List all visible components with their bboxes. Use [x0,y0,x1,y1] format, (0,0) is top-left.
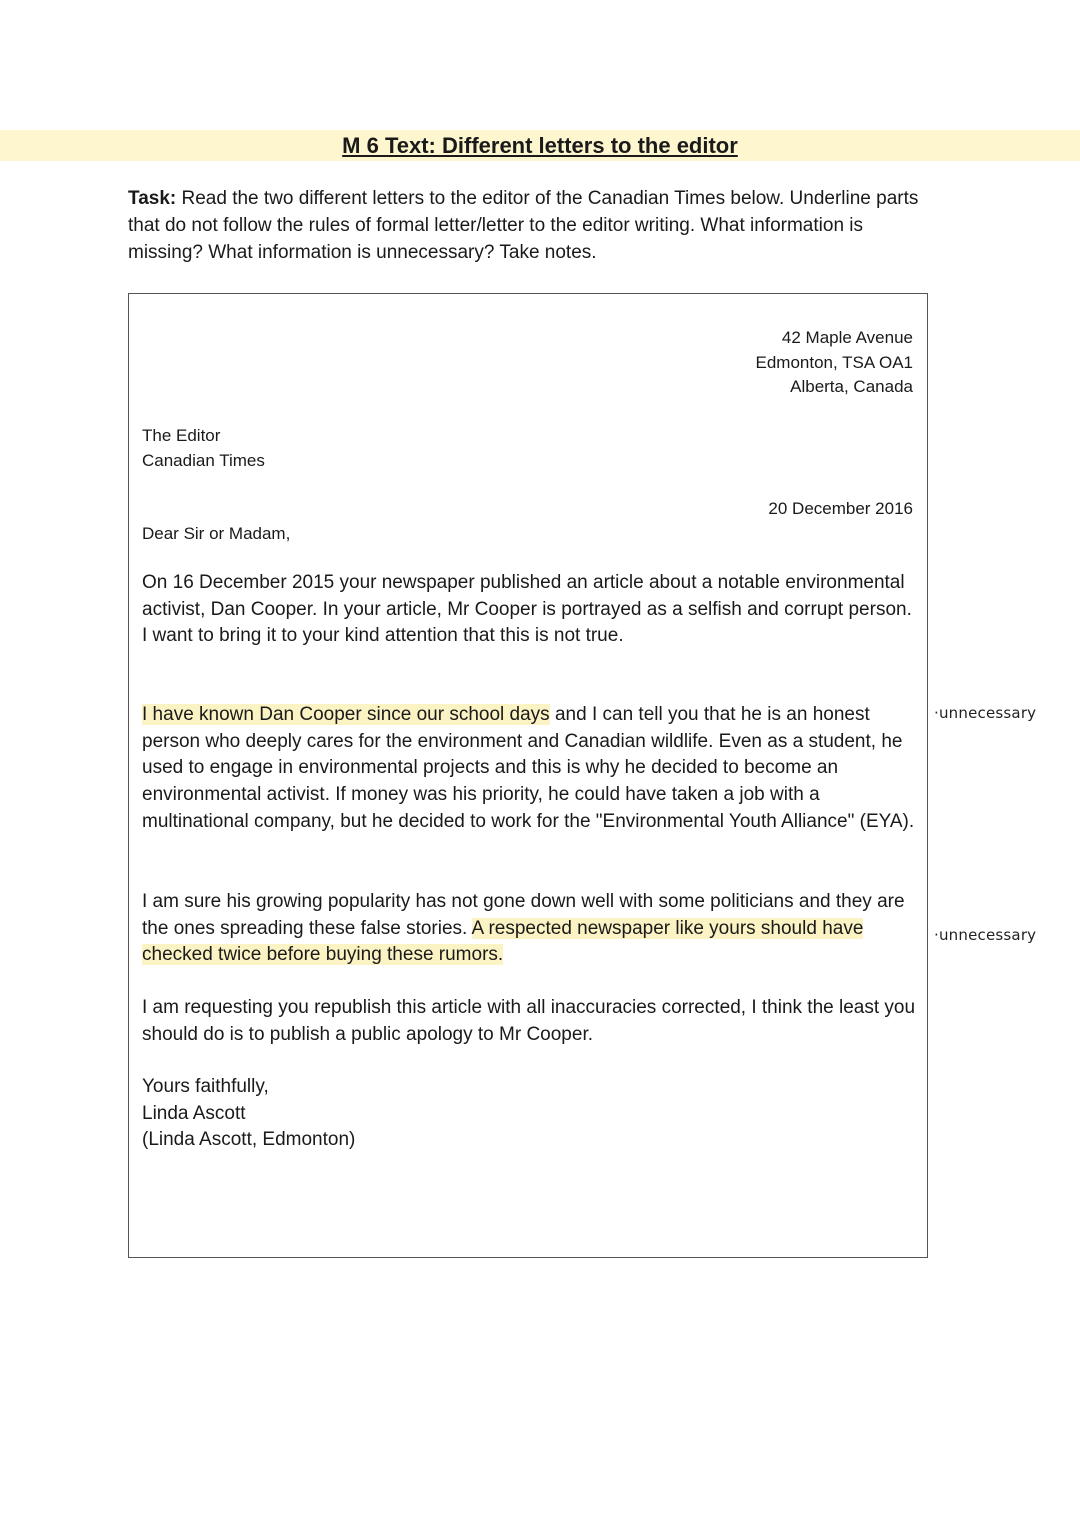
highlighted-text: I have known Dan Cooper since our school days [142,704,550,725]
paragraph-3 [142,889,917,969]
signature-detail: (Linda Ascott, Edmonton) [142,1129,356,1151]
recipient-address [142,423,265,473]
letter-date: 20 December 2016 [768,499,913,518]
address-line: 42 Maple Avenue [781,328,913,347]
task-label: Task: [128,188,177,209]
paragraph-2 [142,702,917,836]
sender-address [756,326,914,400]
task-instructions [128,185,938,266]
letter-closing [142,1074,355,1154]
letter-box [128,293,928,1258]
margin-annotation: ·unnecessary [934,926,1037,944]
address-line: Alberta, Canada [790,377,913,396]
closing-line: Yours faithfully, [142,1076,269,1097]
task-text: Read the two different letters to the editor of the Canadian Times below. Underline parts that do not follow the rules of formal letter/letter to the editor writing. What information is missing? What information is unnecessary? Take notes. [128,188,919,263]
recipient-line: The Editor [142,426,221,445]
paragraph-text: I am sure his growing popularity has not gone down well with some politicians and they are the ones spreading these false stories. [142,891,905,939]
signature-name: Linda Ascott [142,1102,246,1124]
page-title: M 6 Text: Different letters to the editor [342,133,738,158]
paragraph-text: and I can tell you that he is an honest person who deeply cares for the environment and Canadian wildlife. Even as a student, he used to engage in environmental projects and this is why he decided to become an environmental activist. If money was his priority, he could have taken a job with a multinational company, but he decided to work for the "Environmental Youth Alliance" (EYA). [142,704,915,832]
recipient-line: Canadian Times [142,451,265,470]
margin-annotation: ·unnecessary [934,704,1037,722]
salutation: Dear Sir or Madam, [142,524,291,543]
paragraph-4: I am requesting you republish this article with all inaccuracies corrected, I think the least you should do is to publish a public apology to Mr Cooper. [142,997,916,1045]
highlighted-text: A respected newspaper like yours should have checked twice before buying these rumors. [142,917,864,966]
paragraph-1: On 16 December 2015 your newspaper published an article about a notable environmental activist, Dan Cooper. In your article, Mr Cooper is portrayed as a selfish and corrupt person. I want to bring it to your kind attention that this is not true. [142,572,912,647]
address-line: Edmonton, TSA OA1 [755,352,913,372]
